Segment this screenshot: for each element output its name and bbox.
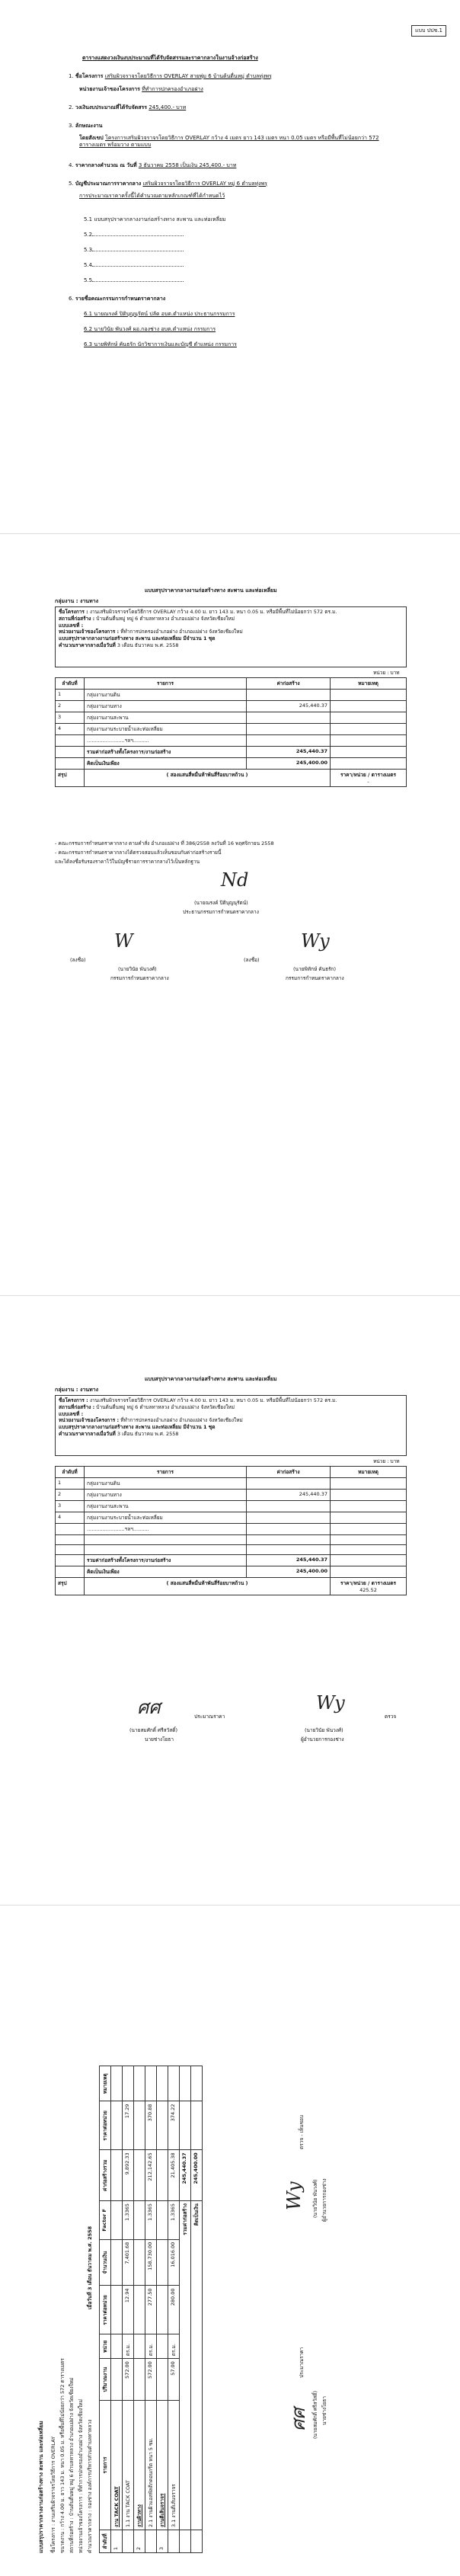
table-row: 3 กลุ่มงานงานสะพาน (56, 712, 407, 724)
sf2-title: แบบสรุปราคากลางงานก่อสร้างทาง สะพาน และท่อเหลี่ยม (145, 587, 277, 594)
page1-owner: หน่วยงานเจ้าของโครงการ ที่ทำการปกครองอำเภอฝาง (79, 86, 203, 92)
table-row: 1 กลุ่มงานงานดิน (56, 690, 407, 701)
page-3-summary-form (0, 1296, 460, 1906)
page1-item-1: 1. ชื่อโครงการ เสริมผิวจราจรโดยวิธีการ OVERLAY สายพุ่ม 6 บ้านต้นตื่นหมู่ ตำบลทุ่งพรุ (69, 73, 272, 79)
page1-5-3: 5.3 (84, 247, 184, 254)
rb-date: เมื่อวันที่ 3 เดือน ธันวาคม พ.ศ. 2558 (87, 2226, 93, 2309)
sf3-group: กลุ่มงาน : งานทาง (55, 1387, 99, 1393)
table-row (56, 1535, 407, 1545)
table-row: 2 กลุ่มงานงานทาง 245,440.37 (56, 701, 407, 712)
sf3-estimator-name: (นายสมศักดิ์ ศรีสวัสดิ์) (129, 1727, 177, 1733)
rb-sub-4: คำนวณราคากลาง : กองช่าง องค์การบริหารส่วนตำบลทาหลวง (87, 2419, 93, 2553)
rb-estimator-role: ประมาณราคา (299, 2347, 305, 2378)
rb-checker-signature: Wy (283, 2181, 305, 2210)
rb-table: ลำดับที่ รายการ ปริมาณงาน หน่วย ราคาต่อหน่วย จำนวนเงิน Factor F ค่าก่อสร้างรวม ราคาต่อหน่วย หมายเหตุ 1 งาน TACK COAT 1.1 งาน TACK COAT 572.00 ตร.ม. 12.94 7,401.68 1.3365 9,892.33 17.29 2 งานผิวทาง 2.1 งานผิวแอสฟัลติกคอนกรีต หนา 5 ซม. 572.00 ตร.ม. 277.50 158,730.00 1.3365 212,142.65 370.88 3 งานตีเส้นจราจร 3.1 งานตีเส้นจราจร 57.00 ตร.ม. 280.00 16,016.00 1.3365 21,405.38 374.22 รวมค่าก่อสร้าง 245,440.37 คิดเป็นเงิน 245,400.00 (99, 2066, 203, 2553)
rb-sub-2: สถานที่ก่อสร้าง : บ้านต้นตื่นหมู่ หมู่ 6 ตำบลทาหลวง อำเภอแม่ฝาง จังหวัดเชียงใหม่ (69, 2377, 75, 2553)
page1-5-1: 5.1 แบบสรุปราคากลางงานก่อสร้างทาง สะพาน และท่อเหลี่ยม (84, 216, 226, 222)
page1-6-1: 6.1 นายณรงค์ ปิติบุญนุรัตน์ ปลัด อบต.ตำแหน่ง ประธานกรรมการ (84, 311, 235, 317)
page1-item-2: 2. วงเงินงบประมาณที่ได้รับจัดสรร 245,400.- บาท (69, 104, 187, 110)
rb-title: แบบสรุปราคากลางงานก่อสร้างทาง สะพาน และท่อเหลี่ยม (38, 2421, 44, 2553)
table-row: 4 กลุ่มงานงานระบายน้ำและท่อเหลี่ยม (56, 1512, 407, 1524)
sf3-unit: หน่วย : บาท (373, 1458, 400, 1464)
sf2-member1-role: กรรมการกำหนดราคากลาง (110, 975, 169, 981)
total-row: รวมค่าก่อสร้างทั้งโครงการ/งานก่อสร้าง 245,440.37 (56, 747, 407, 758)
sf2-unit: หน่วย : บาท (373, 670, 400, 676)
sf2-note3: และได้ลงชื่อรับรองราคาไว้ในบัญชีรายการราคากลางไว้เป็นหลักฐาน (55, 859, 200, 865)
sf2-note1: - คณะกรรมการกำหนดราคากลาง ตามคำสั่ง อำเภอแม่ฝาง ที่ 386/2558 ลงวันที่ 16 พฤศจิกายน 2558 (55, 840, 274, 846)
rb-estimator-title: นายช่างโยธา (321, 2395, 327, 2425)
rb-checker-role: ตรวจ - เห็นชอบ (299, 2114, 305, 2149)
table-row: ........................ฯลฯ.......... (56, 735, 407, 747)
summary-row: สรุป ( สองแสนสี่หมื่นห้าพันสี่ร้อยบาทถ้วน ) ราคา/หน่วย / ตารางเมตร 425.52 (56, 1578, 407, 1595)
rb-checker-title: ผู้อำนวยการกองช่าง (321, 2178, 327, 2222)
sf3-table: ลำดับที่ รายการ ค่าก่อสร้าง หมายเหตุ 1 กลุ่มงานงานดิน 2 กลุ่มงานงานทาง 245,440.37 3 กลุ่มงานงานสะพาน 4 กลุ่มงานงานระบายน้ำและท่อเหลี่ยม ........................ฯลฯ.......... รวมค่าก่อสร้างทั้งโครงการ/งานก่อสร้าง 245,440.37 คิดเป็นเงินเพียง 245,400.00 สรุป ( สองแสนสี่หมื่นห้าพันสี่ร้อยบาทถ้วน ) ราคา/หน่วย / ตารางเมตร 425.52 (55, 1466, 407, 1595)
page1-6-2: 6.2 นายวินัย พันวงศ์ ผอ.กองช่าง อบต.ตำแหน่ง กรรมการ (84, 326, 216, 332)
sf2-table: ลำดับที่ รายการ ค่าก่อสร้าง หมายเหตุ 1 กลุ่มงานงานดิน 2 กลุ่มงานงานทาง 245,440.37 3 กลุ่มงานงานสะพาน 4 กลุ่มงานงานระบายน้ำและท่อเหลี่ยม ........................ฯลฯ.......... รวมค่าก่อสร้างทั้งโครงการ/งานก่อสร้าง 245,440.37 คิดเป็นเงินเพียง 245,400.00 สรุป ( สองแสนสี่หมื่นห้าพันสี่ร้อยบาทถ้วน ) ราคา/หน่วย / ตารางเมตร - (55, 677, 407, 787)
table-row: 2 กลุ่มงานงานทาง 245,440.37 (56, 1490, 407, 1501)
member1-signature: W (114, 930, 133, 952)
sf2-signed-1: (ลงชื่อ) (70, 957, 86, 963)
page1-title: ตารางแสดงวงเงินงบประมาณที่ได้รับจัดสรรและราคากลางในงานจ้างก่อสร้าง (82, 55, 258, 61)
sf3-estimator-title: นายช่างโยธา (145, 1736, 174, 1742)
page1-calc-note: การประมาณราคาครั้งนี้ได้คำนวณตามหลักเกณฑ์ที่ได้กำหนดไว้ (79, 193, 225, 199)
checker-signature: Wy (316, 1692, 345, 1714)
form-code: แบบ ปปช.1 (415, 27, 442, 34)
page1-5-2: 5.2 (84, 232, 184, 238)
table-row: 3 งานตีเส้นจราจร (157, 2066, 168, 2553)
table-row: 1.1 งาน TACK COAT 572.00 ตร.ม. 12.94 7,401.68 1.3365 9,892.33 17.29 (123, 2066, 134, 2553)
table-row: 2.1 งานผิวแอสฟัลติกคอนกรีต หนา 5 ซม. 572.00 ตร.ม. 277.50 158,730.00 1.3365 212,142.65 370.88 (145, 2066, 157, 2553)
sf3-checker-name: (นายวินัย พันวงศ์) (305, 1727, 343, 1733)
sf2-member2-role: กรรมการกำหนดราคากลาง (286, 975, 344, 981)
sum-row: รวมค่าก่อสร้าง 245,440.37 (180, 2066, 191, 2553)
sf2-group: กลุ่มงาน : งานทาง (55, 598, 99, 604)
table-row: ........................ฯลฯ.......... (56, 1524, 407, 1535)
sf2-signed-2: (ลงชื่อ) (244, 957, 260, 963)
sf3-checker-role: ตรวจ (385, 1714, 397, 1720)
rounded-row: คิดเป็นเงินเพียง 245,400.00 (56, 758, 407, 770)
table-row: 2 งานผิวทาง (134, 2066, 145, 2553)
page1-item-6: 6. รายชื่อคณะกรรมการกำหนดราคากลาง (69, 296, 166, 302)
total-row: รวมค่าก่อสร้างทั้งโครงการ/งานก่อสร้าง 245,440.37 (56, 1555, 407, 1566)
rb-sub-3: หน่วยงานเจ้าของโครงการ : ที่ทำการปกครองอำเภอฝาง จังหวัดเชียงใหม่ (78, 2399, 84, 2553)
sf3-checker-title: ผู้อำนวยการกองช่าง (301, 1736, 344, 1742)
page1-item-3: 3. ลักษณะงาน (69, 123, 103, 129)
sf2-member2-name: (นายพิทักษ์ คันธรัก) (293, 966, 337, 972)
sf3-estimator-role: ประมาณราคา (194, 1714, 225, 1720)
estimator-signature: ศศ (137, 1697, 161, 1718)
rb-sub-0: ชื่อโครงการ : งานเสริมผิวจราจรโดยวิธีการ OVERLAY (50, 2436, 56, 2553)
sf2-chair-role: ประธานกรรมการกำหนดราคากลาง (183, 909, 259, 915)
sf3-title: แบบสรุปราคากลางงานก่อสร้างทาง สะพาน และท่อเหลี่ยม (145, 1376, 277, 1382)
page1-5-5: 5.5 (84, 277, 184, 284)
sf2-header-box: ชื่อโครงการ : งานเสริมผิวจราจรโดยวิธีการ OVERLAY กว้าง 4.00 ม. ยาว 143 ม. หนา 0.05 ม. หรือมีพื้นที่ไม่น้อยกว่า 572 ตร.ม. สถานที่ก่อสร้าง : บ้านต้นตื่นหมู่ หมู่ 6 ตำบลทาหลวง อำเภอแม่ฝาง จังหวัดเชียงใหม่ แบบเลขที่ : หน่วยงานเจ้าของโครงการ : ที่ทำการปกครองอำเภอฝาง อำเภอแม่ฝาง จังหวัดเชียงใหม่ แบบสรุปราคากลางงานก่อสร้างทาง สะพาน และท่อเหลี่ยม มีจำนวน 1 ชุด คำนวณราคากลางเมื่อวันที่ 3 เดือน ธันวาคม พ.ศ. 2558 (55, 606, 407, 667)
rotated-content (32, 1928, 428, 2553)
rounded-row: คิดเป็นเงินเพียง 245,400.00 (56, 1566, 407, 1578)
sf2-note2: - คณะกรรมการกำหนดราคากลางได้ตรวจสอบแล้วเห็นชอบกับค่าก่อสร้างรายนี้ (55, 850, 222, 856)
sf2-chair-name: (นายณรงค์ ปิติบุญนุรัตน์) (194, 900, 248, 906)
table-row: 3 กลุ่มงานงานสะพาน (56, 1501, 407, 1512)
member2-signature: Wy (301, 930, 330, 952)
table-row (56, 1545, 407, 1555)
sf2-member1-name: (นายวินัย พันวงศ์) (118, 966, 157, 972)
page-1-ppc-form (0, 0, 460, 533)
rounded-row: คิดเป็นเงิน 245,400.00 (191, 2066, 203, 2553)
table-row: 1 กลุ่มงานงานดิน (56, 1478, 407, 1490)
sf3-header-box: ชื่อโครงการ : งานเสริมผิวจราจรโดยวิธีการ OVERLAY กว้าง 4.00 ม. ยาว 143 ม. หนา 0.05 ม. หรือมีพื้นที่ไม่น้อยกว่า 572 ตร.ม. สถานที่ก่อสร้าง : บ้านต้นตื่นหมู่ หมู่ 6 ตำบลทาหลวง อำเภอแม่ฝาง จังหวัดเชียงใหม่ แบบเลขที่ : หน่วยงานเจ้าของโครงการ : ที่ทำการปกครองอำเภอฝาง อำเภอแม่ฝาง จังหวัดเชียงใหม่ แบบสรุปราคากลางงานก่อสร้างทาง สะพาน และท่อเหลี่ยม มีจำนวน 1 ชุด คำนวณราคากลางเมื่อวันที่ 3 เดือน ธันวาคม พ.ศ. 2558 (55, 1395, 407, 1456)
summary-row: สรุป ( สองแสนสี่หมื่นห้าพันสี่ร้อยบาทถ้วน ) ราคา/หน่วย / ตารางเมตร - (56, 770, 407, 787)
page1-item-5: 5. บัญชีประมาณการราคากลาง เสริมผิวจราจรโดยวิธีการ OVERLAY หมู่ 6 ตำบลทุ่งพรุ (69, 181, 267, 187)
page1-brief: โดยสังเขป โครงการเสริมผิวจราจรโดยวิธีการ OVERLAY กว้าง 4 เมตร ยาว 143 เมตร หนา 0.05 เมตร หรือมีพื้นที่ไม่น้อยกว่า 572 ตารางเมตร พร้อมวาง ตามแบบ (79, 135, 379, 149)
chair-signature: Nd (221, 869, 249, 891)
page-2-summary-form (0, 534, 460, 1296)
page1-item-4: 4. ราคากลางคำนวณ ณ วันที่ 3 ธันวาคม 2558 เป็นเงิน 245,400.- บาท (69, 162, 237, 168)
form-code-box (411, 25, 446, 37)
table-row: 4 กลุ่มงานงานระบายน้ำและท่อเหลี่ยม (56, 724, 407, 735)
page-4-rotated-bill (0, 1906, 460, 2576)
page1-6-3: 6.3 นายพิทักษ์ คันธรัก นักวิชาการเงินและบัญชี ตำแหน่ง กรรมการ (84, 341, 237, 347)
rb-sub-1: ขนาดงาน : กว้าง 4.00 ม. ยาว 143 ม. หนา 0.05 ม. หรือพื้นที่ไม่น้อยกว่า 572 ตารางเมตร (59, 2358, 65, 2553)
page1-5-4: 5.4 (84, 262, 184, 269)
table-row: 3.1 งานตีเส้นจราจร 57.00 ตร.ม. 280.00 16,016.00 1.3365 21,405.38 374.22 (168, 2066, 180, 2553)
rb-estimator-name: (นายสมศักดิ์ ศรีสวัสดิ์) (312, 2391, 318, 2439)
rb-checker-name: (นายวินัย พันวงศ์) (312, 2179, 318, 2218)
table-row: 1 งาน TACK COAT (111, 2066, 123, 2553)
rb-estimator-signature: ศศ (288, 2408, 309, 2431)
